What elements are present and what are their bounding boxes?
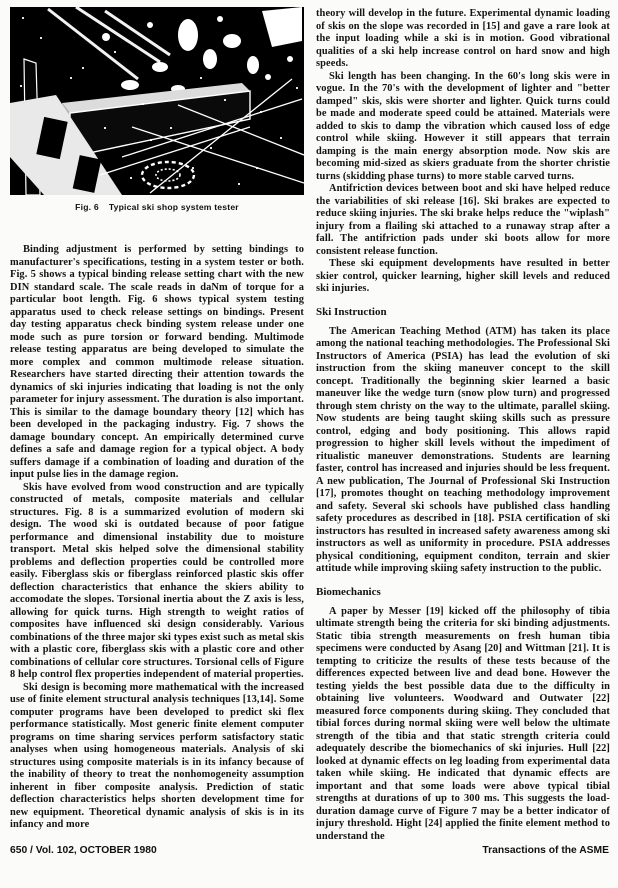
footer-page-volume: 650 / Vol. 102, OCTOBER 1980 — [10, 845, 157, 856]
figure-caption — [10, 202, 304, 212]
section-heading-ski-instruction: Ski Instruction — [316, 305, 387, 318]
left-paragraph-1: Binding adjustment is performed by setting bindings to manufacturer's specifications, testing in a system tester or both. Fig. 5 shows a typical binding release setting chart with the new DIN standard scale. The scale reads in daNm of torque for a particular boot length. Fig. 6 shows typical system testing apparatus used to check release settings on bindings. Present day testing apparatus check binding system release under one mode such as pure torsion or forward bending. Multimode release testing apparatus are being developed to simulate the more complex and common multimode release situation. Researchers have started directing their attention towards the dynamics of ski injuries indicating that loading is not the only parameter for injury assessment. The duration is also important. This is similar to the damage boundary theory [12] which has been developed in the packaging industry. Fig. 7 shows the damage boundary concept. An empirically determined curve defines a safe and damage region for a typical object. A body suffers damage if a combination of loading and duration of the input pulse lies in the damage region. — [10, 244, 304, 480]
right-paragraph-6: A paper by Messer [19] kicked off the philosophy of tibia ultimate strength being the criteria for ski binding adjustments. Static tibia strength measurements on fresh human tibia specimens were conducted by Asang [20] and Wittman [21]. It is tempting to criticize the results of these tests because of the differences expected between live and dead bone. However the testing yields the best possible data due to the difficulty in obtaining live volunteers. Woodward and Outwater [22] measured force components during skiing. They concluded that tibial forces during normal skiing were well below the ultimate strength of the tibia and that static strength criteria could adequately describe the biomechanics of ski injuries. Hull [22] looked at dynamic effects on leg loading from experimental data taken while skiing. He indicated that dynamic effects are important and that some loads were above typical tibial strengths at durations of up to 300 ms. This suggests the load-duration damage curve of Figure 7 may be a better indicator of injury threshold. Hight [24] applied the finite element method to understand the — [316, 605, 610, 842]
right-column — [316, 8, 610, 843]
right-paragraph-4: These ski equipment developments have resulted in better skier control, quicker learning, higher skill levels and reduced ski injuries. — [316, 258, 610, 294]
footer-journal-name: Transactions of the ASME — [482, 845, 609, 856]
left-paragraph-3: Ski design is becoming more mathematical with the increased use of finite element structural analysis techniques [13,14]. Some computer programs have been developed to predict ski flex performance statistically. Most generic finite element computer programs on time sharing services perform satisfactory static analyses when using homogeneous materials. Analysis of ski structures using composite materials is in its infancy because of the inability of theory to treat the nonhomogeneity assumption inherent in fiber composite analysis. Prediction of static deflection characteristics helps shorten development time for new equipment. Theoretical dynamic analysis of skis is in its infancy and more — [10, 681, 304, 830]
left-column — [10, 7, 304, 832]
section-heading-biomechanics: Biomechanics — [316, 585, 381, 598]
right-paragraph-5: The American Teaching Method (ATM) has taken its place among the national teaching methodologies. The Professional Ski Instructors of America (PSIA) has lead the evolution of ski instruction from the skiing maneuver concept to the skill concept. Traditionally the beginning skier learned a basic maneuver like the wedge turn (snow plow turn) and progressed through stem christy on the way to the ultimate, parallel skiing. Now students are being taught skiing skills such as pressure control, edging and body positioning. This allows rapid progression to higher skill levels without the impediment of ritualistic maneuver demonstrations. Students are learning faster, control has increased and injuries should be less frequent. A new publication, The Journal of Professional Ski Instruction [17], promotes thought on teaching methodology improvement and safety. Several ski schools have published class handling safety procedures as described in [18]. PSIA certification of ski instructors has resulted in increased safety awareness among ski instructors as well as uniformity in procedure. PSIA addresses physical conditioning, equipment conditon, terrain and skier attitude while improving skiing safety instruction to the public. — [316, 325, 610, 574]
right-paragraph-2: Ski length has been changing. In the 60's long skis were in vogue. In the 70's with the development of lighter and "better damped" skis, skis were shorter and lighter. Quick turns could be made and moderate speed could be attained. Materials were added to skis to damp the vibration which caused loss of edge control while skiing. However it still appears that terrain damping is the main energy absorption mode. Now skis are becoming mid-sized as skiers graduate from the shorter christie turns (skidding phase turns) to more stable carved turns. — [316, 70, 610, 182]
figure-6 — [10, 7, 304, 212]
figure-caption-label: Fig. 6 — [75, 202, 99, 212]
left-paragraph-2: Skis have evolved from wood construction and are typically constructed of metals, composite materials and cellular structures. Fig. 8 is a summarized evolution of modern ski design. The wood ski is outdated because of poor fatigue performance and dimensional instability due to moisture transport. Metal skis helped solve the dimensional stability problems and deflection properties could be controlled more easily. Fiberglass skis or fiberglass reinforced plastic skis offer deflection characteristics that enhance the skiers ability to accomodate the slopes. Torsional inertia about the Z axis is less, allowing for quick turns. High strength to weight ratios of composites have influenced ski design considerably. Various combinations of the three major ski types exist such as metal skis with a plastic core, fiberglass skis with a plastic core and other combinations of cellular core structures. Torsional cells of Figure 8 help control flex properties independent of material properties. — [10, 481, 304, 680]
ski-shop-tester-photo — [10, 7, 304, 195]
figure-caption-text: Typical ski shop system tester — [108, 202, 239, 212]
page-footer — [10, 845, 609, 856]
right-paragraph-3: Antifriction devices between boot and ski have helped reduce the variabilities of ski release [16]. Ski brakes are expected to reduce skiing injuries. The ski brake helps reduce the "wiplash" injury from a flailing ski attached to a runaway strap after a fall. The antifriction pads under ski boots allow for more consistent release function. — [316, 183, 610, 257]
right-paragraph-1: theory will develop in the future. Experimental dynamic loading of skis on the slope was recorded in [15] and gave a rare look at the input loading while a ski is in motion. Good vibrational qualities of a ski help increase control on hard snow and high speeds. — [316, 8, 610, 69]
ski-shop-tester-photo-art — [10, 7, 304, 195]
